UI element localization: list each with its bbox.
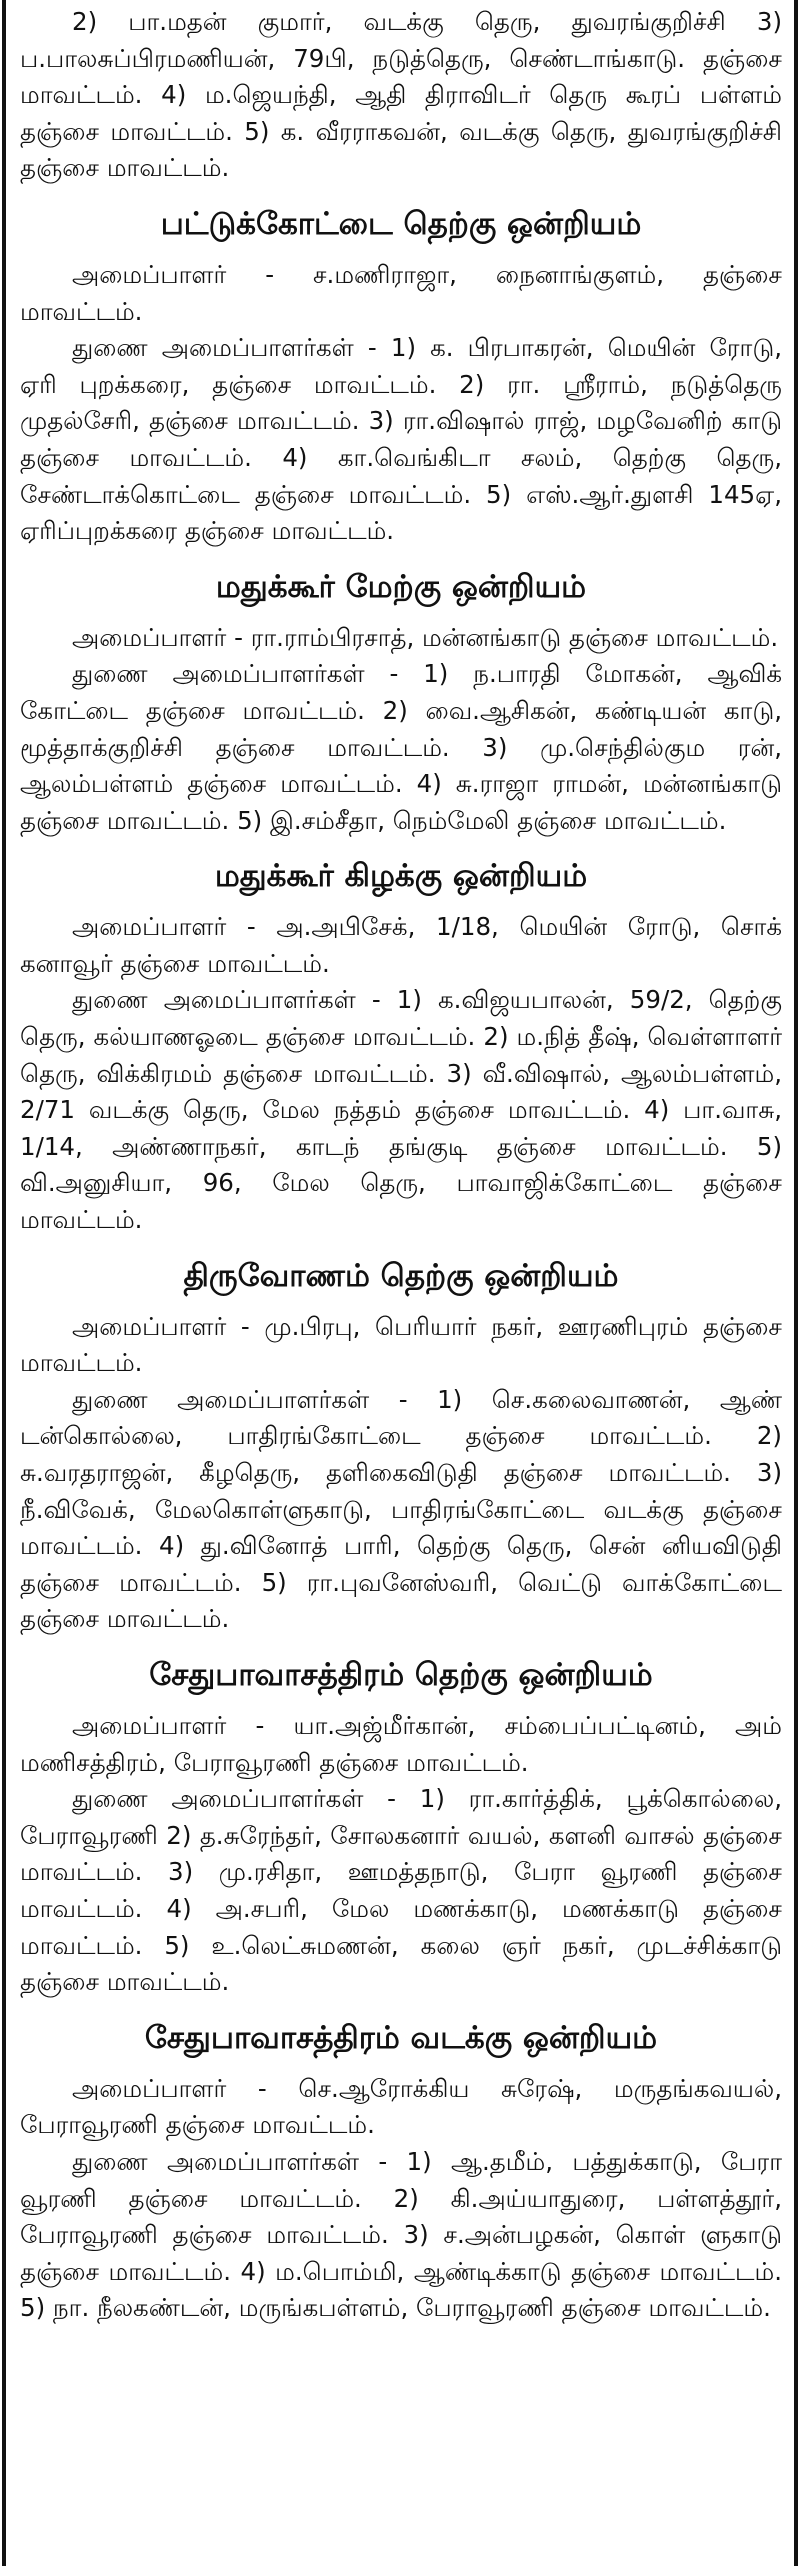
organizer-paragraph: அமைப்பாளர் - செ.ஆரோக்கிய சுரேஷ், மருதங்கவயல், பேராவூரணி தஞ்சை மாவட்டம். <box>20 2073 782 2140</box>
organizer-paragraph: அமைப்பாளர் - ரா.ராம்பிரசாத், மன்னங்காடு தஞ்சை மாவட்டம். <box>72 622 779 652</box>
section-heading: பட்டுக்கோட்டை தெற்கு ஒன்றியம் <box>160 205 642 242</box>
section-madukkur-east <box>20 853 782 1238</box>
section-heading: மதுக்கூர் கிழக்கு ஒன்றியம் <box>214 858 588 895</box>
section-sethubavachatram-south <box>20 1652 782 2001</box>
section-heading: திருவோணம் தெற்கு ஒன்றியம் <box>183 1257 619 1294</box>
column-rule-left <box>2 0 6 2566</box>
organizer-paragraph: அமைப்பாளர் - மு.பிரபு, பெரியார் நகர், ஊரணிபுரம் தஞ்சை மாவட்டம். <box>20 1311 782 1378</box>
organizer-paragraph: அமைப்பாளர் - யா.அஜ்மீர்கான், சம்பைப்பட்டினம், அம் மணிசத்திரம், பேராவூரணி தஞ்சை மாவட்டம். <box>20 1710 782 1777</box>
deputies-paragraph: துணை அமைப்பாளர்கள் - 1) ந.பாரதி மோகன், ஆவிக் கோட்டை தஞ்சை மாவட்டம். 2) வை.ஆசிகன், கண்டியன் காடு, மூத்தாக்குறிச்சி தஞ்சை மாவட்டம். 3) மு.செந்தில்கும ரன், ஆலம்பள்ளம் தஞ்சை மாவட்டம். 4) சு.ராஜா ராமன், மன்னங்காடு தஞ்சை மாவட்டம். 5) இ.சம்சீதா, நெம்மேலி தஞ்சை மாவட்டம். <box>20 659 782 835</box>
section-pattukkottai-south <box>20 201 782 550</box>
column-rule-right <box>794 0 798 2566</box>
text-column <box>20 4 782 2327</box>
deputies-paragraph: துணை அமைப்பாளர்கள் - 1) செ.கலைவாணன், ஆண் டன்கொல்லை, பாதிரங்கோட்டை தஞ்சை மாவட்டம். 2) சு.வரதராஜன், கீழதெரு, தளிகைவிடுதி தஞ்சை மாவட்டம். 3) நீ.விவேக், மேலகொள்ளுகாடு, பாதிரங்கோட்டை வடக்கு தஞ்சை மாவட்டம். 4) து.வினோத் பாரி, தெற்கு தெரு, சென் னியவிடுதி தஞ்சை மாவட்டம். 5) ரா.புவனேஸ்வரி, வெட்டு வாக்கோட்டை தஞ்சை மாவட்டம். <box>20 1384 782 1634</box>
section-heading: சேதுபாவாசத்திரம் வடக்கு ஒன்றியம் <box>144 2019 658 2056</box>
deputies-paragraph: துணை அமைப்பாளர்கள் - 1) க.விஜயபாலன், 59/2, தெற்கு தெரு, கல்யாணஓடை தஞ்சை மாவட்டம். 2) ம.நித் தீஷ், வெள்ளாளர் தெரு, விக்கிரமம் தஞ்சை மாவட்டம். 3) வீ.விஷால், ஆலம்பள்ளம், 2/71 வடக்கு தெரு, மேல நத்தம் தஞ்சை மாவட்டம். 4) பா.வாசு, 1/14, அண்ணாநகர், காடந் தங்குடி தஞ்சை மாவட்டம். 5) வி.அனுசியா, 96, மேல தெரு, பாவாஜிக்கோட்டை தஞ்சை மாவட்டம். <box>20 985 782 1235</box>
organizer-paragraph: அமைப்பாளர் - ச.மணிராஜா, நைனாங்குளம், தஞ்சை மாவட்டம். <box>20 259 782 326</box>
deputies-paragraph: துணை அமைப்பாளர்கள் - 1) ஆ.தமீம், பத்துக்காடு, பேரா வூரணி தஞ்சை மாவட்டம். 2) கி.அய்யாதுரை, பள்ளத்தூர், பேராவூரணி தஞ்சை மாவட்டம். 3) ச.அன்பழகன், கொள் ளுகாடு தஞ்சை மாவட்டம். 4) ம.பொம்மி, ஆண்டிக்காடு தஞ்சை மாவட்டம். 5) நா. நீலகண்டன், மருங்கபள்ளம், பேராவூரணி தஞ்சை மாவட்டம். <box>20 2146 782 2323</box>
intro-paragraph: 2) பா.மதன் குமார், வடக்கு தெரு, துவரங்குறிச்சி 3) ப.பாலசுப்பிரமணியன், 79பி, நடுத்தெரு, செண்டாங்காடு. தஞ்சை மாவட்டம். 4) ம.ஜெயந்தி, ஆதி திராவிடர் தெரு கூரப் பள்ளம் தஞ்சை மாவட்டம். 5) க. வீரராகவன், வடக்கு தெரு, துவரங்குறிச்சி தஞ்சை மாவட்டம். <box>20 7 782 183</box>
section-thiruvonam-south <box>20 1253 782 1638</box>
organizer-paragraph: அமைப்பாளர் - அ.அபிசேக், 1/18, மெயின் ரோடு, சொக் கனாவூர் தஞ்சை மாவட்டம். <box>20 912 782 978</box>
deputies-paragraph: துணை அமைப்பாளர்கள் - 1) க. பிரபாகரன், மெயின் ரோடு, ஏரி புறக்கரை, தஞ்சை மாவட்டம். 2) ரா. ஸ்ரீராம், நடுத்தெரு முதல்சேரி, தஞ்சை மாவட்டம். 3) ரா.விஷால் ராஜ், மழவேனிற் காடு தஞ்சை மாவட்டம். 4) கா.வெங்கிடா சலம், தெற்கு தெரு, சேண்டாக்கொட்டை தஞ்சை மாவட்டம். 5) எஸ்.ஆர்.துளசி 145ஏ, ஏரிப்புறக்கரை தஞ்சை மாவட்டம். <box>20 333 782 546</box>
deputies-paragraph: துணை அமைப்பாளர்கள் - 1) ரா.கார்த்திக், பூக்கொல்லை, பேராவூரணி 2) த.சுரேந்தர், சோலகனார் வயல், களனி வாசல் தஞ்சை மாவட்டம். 3) மு.ரசிதா, ஊமத்தநாடு, பேரா வூரணி தஞ்சை மாவட்டம். 4) அ.சபரி, மேல மணக்காடு, மணக்காடு தஞ்சை மாவட்டம். 5) உ.லெட்சுமணன், கலை ஞர் நகர், முடச்சிக்காடு தஞ்சை மாவட்டம். <box>20 1784 782 1997</box>
section-heading: மதுக்கூர் மேற்கு ஒன்றியம் <box>215 568 587 605</box>
section-sethubavachatram-north <box>20 2015 782 2327</box>
section-heading: சேதுபாவாசத்திரம் தெற்கு ஒன்றியம் <box>149 1656 653 1693</box>
section-madukkur-west <box>20 564 782 840</box>
